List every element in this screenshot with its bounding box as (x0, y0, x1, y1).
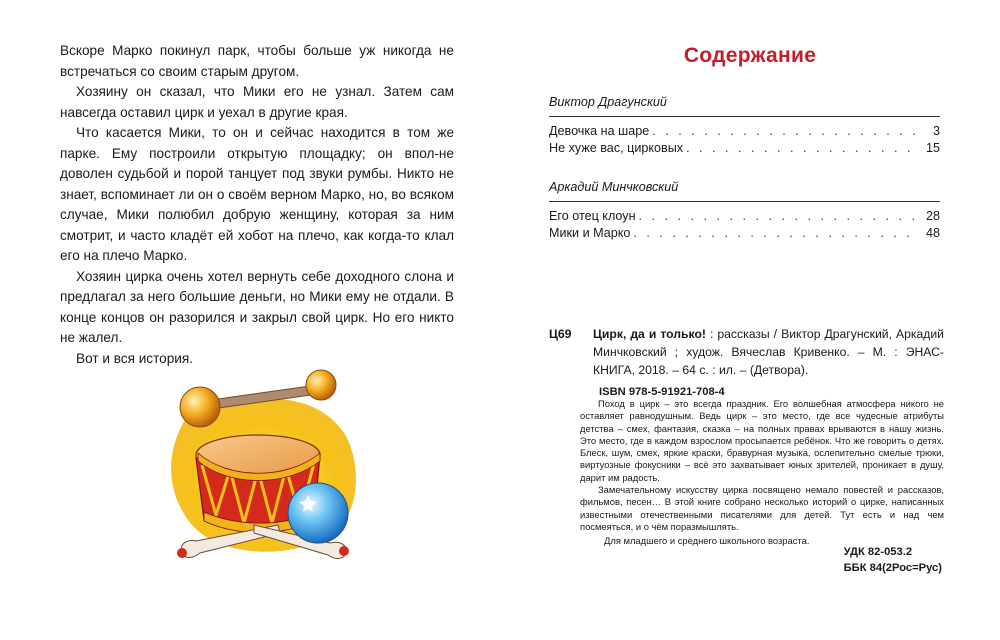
toc-entry-title: Девочка на шаре (549, 124, 650, 138)
toc-dot-leader (633, 225, 919, 242)
toc-title: Содержание (683, 44, 817, 67)
toc-entry[interactable] (549, 208, 940, 225)
story-paragraph: Что касается Мики, то он и сейчас находится в том же парке. Ему построили открытую площадку; он впол-не доволен судьбой и порой танцует под звуки румбы. Никто не знает, вспоминает ли он о своём верном Марко, но, во всяком случае, Мики полюбил добрую женщину, которая за ним смотрит, и часто кладёт ей хобот на плечо, как когда-то клал его на плечо Марко. (60, 125, 454, 263)
toc-entry-page: 15 (925, 141, 940, 155)
story-text (60, 41, 454, 369)
dumbbell-knob-right (306, 370, 336, 400)
toc-entry-page: 28 (925, 209, 940, 223)
story-paragraph: Вот и вся история. (76, 350, 194, 366)
udk-index: УДК 82-053.2 (843, 546, 913, 558)
toc-entry-page: 3 (932, 124, 940, 138)
bibliographic-details: : рассказы / Виктор Драгунский, Аркадий Минчковский ; худож. Вячеслав Кривенко. – М. : ЭНАС-КНИГА, 2018. – 64 с. : ил. – (Детвора). (593, 327, 944, 377)
bibliographic-description (593, 325, 944, 379)
toc-group-dragunsky (549, 94, 940, 157)
toc-divider (549, 201, 940, 202)
bibliographic-record (549, 325, 944, 401)
story-paragraph: Вскоре Марко покинул парк, чтобы больше уж никогда не встречаться со своим старым другом. (60, 43, 454, 79)
abstract-paragraph: Замечательному искусству цирка посвящено немало повестей и рассказов, фильмов, песен… В этой книге собрано несколько историй о цирке, написанных известными отечественными писателями для детей. Тут есть и над чем посмеяться, и о чём поразмышлять. (580, 484, 944, 532)
toc-divider (549, 116, 940, 117)
story-paragraph: Хозяину он сказал, что Мики его не узнал. Затем сам навсегда оставил цирк и уехал в другие края. (60, 84, 454, 120)
toc-entry-title: Не хуже вас, цирковых (549, 141, 684, 155)
right-page (500, 0, 1000, 640)
toc-author: Аркадий Минчковский (549, 180, 679, 194)
story-paragraph: Хозяин цирка очень хотел вернуть себе доходного слона и предлагал за него большие деньги, но Мики ему не отдали. В конце концов он разорился и закрыл свой цирк. Но его никто не жалел. (60, 268, 454, 345)
table-of-contents (549, 94, 940, 264)
audience-note: Для младшего и среднего школьного возраста. (604, 535, 810, 547)
toc-entry[interactable] (549, 225, 940, 242)
book-title: Цирк, да и только! (593, 327, 706, 341)
classification-code: Ц69 (549, 327, 572, 341)
circus-props-illustration (158, 355, 368, 570)
book-abstract (580, 398, 944, 548)
abstract-paragraph: Поход в цирк – это всегда праздник. Его волшебная атмосфера никого не оставляет равнодушным. Ведь цирк – это место, где все чудесные атрибуты детства – смех, фантазия, сказка – на полных правах врываются в нашу жизнь. Это место, где в каждом взрослом просыпается ребёнок. Что же говорить о детях. Блеск, шум, смех, яркие краски, бравурная музыка, ослепительно смелые трюки, виртуозные фокусники – всё это захватывает юных зрителей, проникает в душу, дарит им радость. (580, 398, 944, 483)
blue-ball (288, 483, 348, 543)
bbk-index: ББК 84(2Рос=Рус) (843, 562, 942, 574)
toc-entry[interactable] (549, 123, 940, 140)
classification-indices (844, 544, 942, 576)
toc-author: Виктор Драгунский (549, 95, 667, 109)
toc-entry-title: Его отец клоун (549, 209, 636, 223)
toc-entry-title: Мики и Марко (549, 226, 631, 240)
dumbbell-knob-left (180, 387, 220, 427)
toc-entry[interactable] (549, 140, 940, 157)
toc-dot-leader (639, 208, 919, 225)
isbn: ISBN 978-5-91921-708-4 (599, 386, 725, 398)
toc-group-minchkovsky (549, 179, 940, 242)
toc-entry-page: 48 (925, 226, 940, 240)
toc-dot-leader (686, 140, 919, 157)
toc-dot-leader (652, 123, 919, 140)
